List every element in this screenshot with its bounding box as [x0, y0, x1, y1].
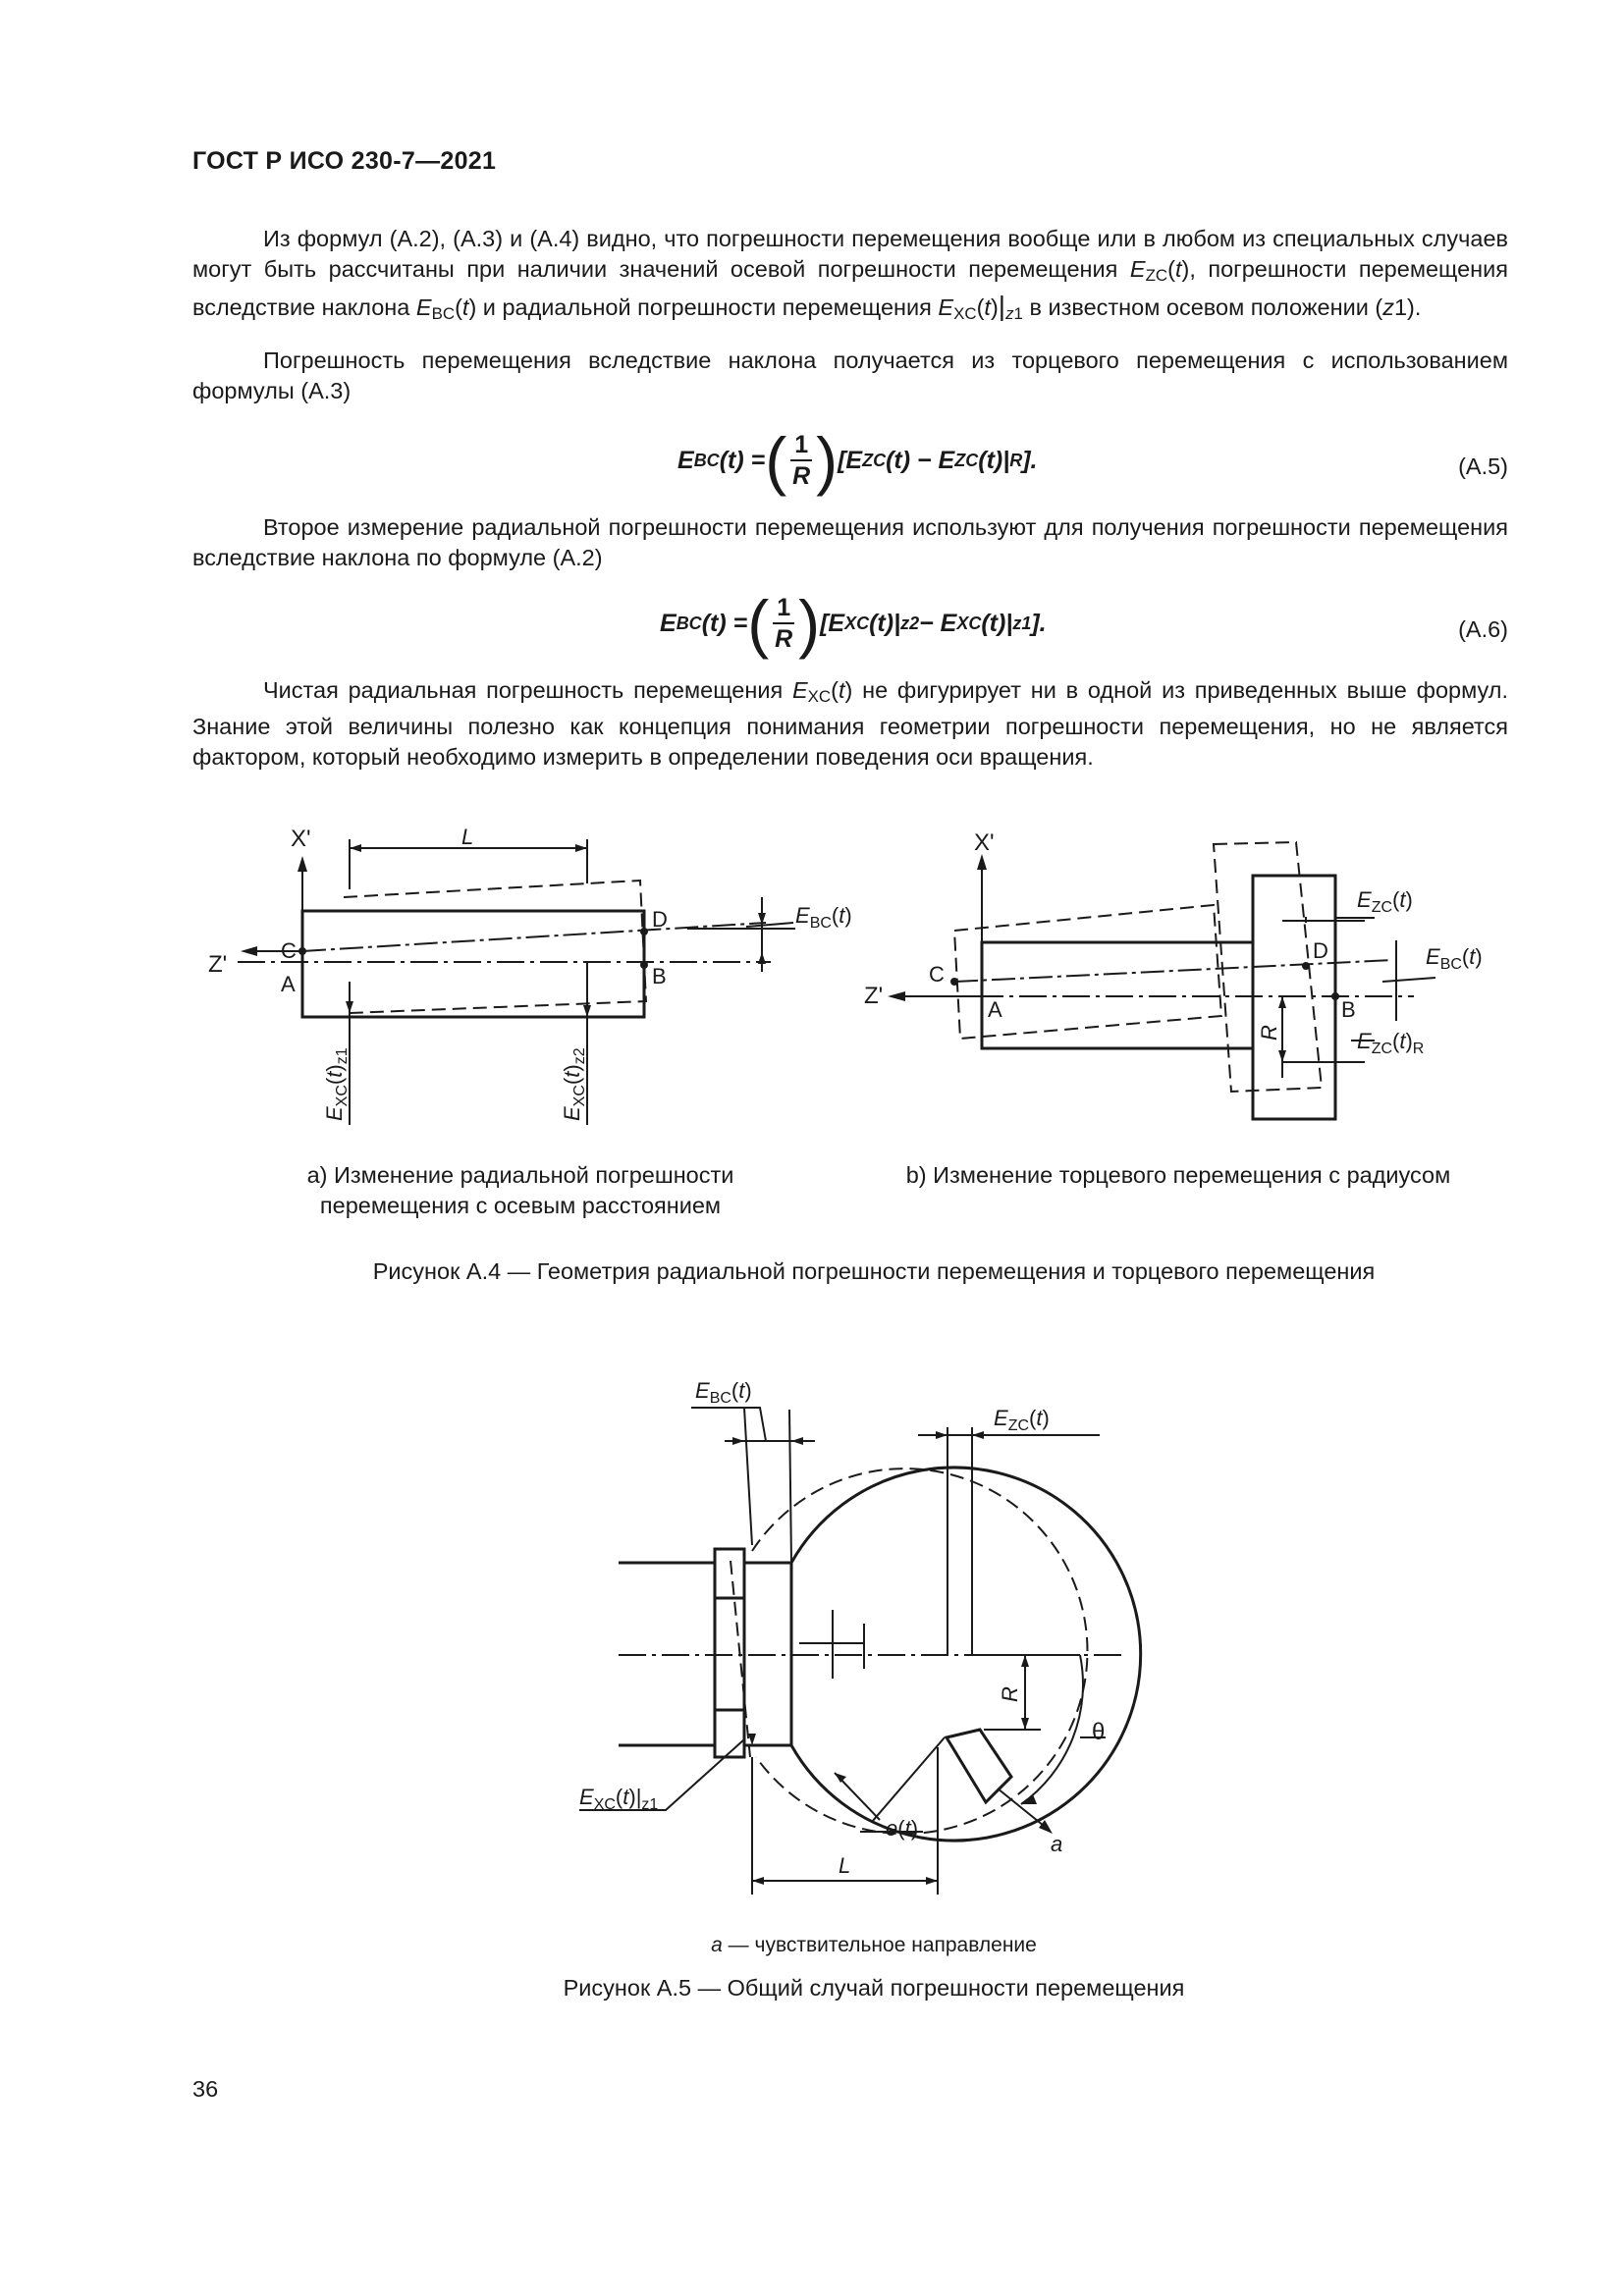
paragraph-1-text-a: Из формул (А.2), (А.3) и (А.4) видно, что погрешности перемещения вообще или в любом из специальных случаев могут быть рассчитаны при наличии значений осевой погрешности перемещения	[192, 226, 1508, 282]
paragraph-4-text-b: не фигурирует ни в одной из приведенных выше формул. Знание этой величины полезно как концепция понимания геометрии погрешности перемещения, но не является фактором, который необходимо измерить в определении поведения оси вращения.	[192, 677, 1508, 771]
label-r-b: R	[1257, 1025, 1281, 1041]
label-b-b: B	[1341, 997, 1356, 1022]
label-d-a: D	[652, 907, 668, 932]
label-exc-z1: $E_{XC}(t)_{z1}$	[322, 1047, 351, 1121]
figure-a5-caption: Рисунок А.5 — Общий случай погрешности перемещения	[563, 1975, 1185, 2001]
label-ezc-b: $E_{ZC}(t)$	[1357, 887, 1413, 916]
label-b-a: B	[652, 964, 667, 988]
label-ebc-a5: $E_{BC}(t)$	[695, 1378, 752, 1407]
label-exc-z2: $E_{XC}(t)_{z2}$	[560, 1047, 588, 1121]
formula-a6: E BC (t) = ( $\frac{1}{R}$ ) [E XC (t)| z2 − E XC (t)| z1 ].	[660, 587, 1047, 660]
paragraph-3	[192, 512, 1508, 573]
label-ebc-b: $E_{BC}(t)$	[1426, 944, 1483, 973]
legend-key: a	[711, 1934, 723, 1956]
formula-a5: E BC (t) = ( $\frac{1}{R}$ ) [E ZC (t) − E ZC (t)| R ].	[677, 424, 1038, 497]
label-theta-a5: θ	[1092, 1719, 1106, 1745]
figure-a5-drawing	[0, 1355, 1624, 1924]
label-a-a: A	[281, 972, 296, 996]
label-ezc-a5: $E_{ZC}(t)$	[994, 1406, 1050, 1434]
paragraph-2	[192, 346, 1508, 406]
paragraph-3-text: Второе измерение радиальной погрешности перемещения используют для получения погрешности перемещения вследствие наклона по формуле (А.2)	[192, 514, 1508, 570]
paragraph-1-text-b: , погрешности перемещения вследствие наклона	[192, 256, 1509, 321]
label-a-a5: a	[1051, 1832, 1063, 1856]
paragraph-1-text-c: и радиальной погрешности перемещения	[482, 294, 932, 321]
label-d-b: D	[1313, 938, 1328, 963]
label-l-a: L	[461, 825, 474, 849]
label-x-b: X'	[974, 829, 995, 856]
paragraph-4-text-a: Чистая радиальная погрешность перемещения	[263, 677, 784, 703]
label-a-b: A	[988, 997, 1002, 1022]
label-l-a5: L	[839, 1853, 851, 1878]
figure-a5-legend	[192, 1930, 1555, 1960]
figure-a4-caption: Рисунок А.4 — Геометрия радиальной погрешности перемещения и торцевого перемещения	[372, 1258, 1376, 1284]
equation-number-a6: (A.6)	[1458, 616, 1508, 642]
label-c-a: C	[281, 938, 297, 963]
document-header: ГОСТ Р ИСО 230-7—2021	[192, 147, 497, 175]
paragraph-2-text: Погрешность перемещения вследствие наклона получается из торцевого перемещения с использованием формулы (А.3)	[192, 347, 1508, 403]
label-c-b: C	[929, 962, 945, 987]
subcaption-a-line1: a) Изменение радиальной погрешности	[306, 1162, 734, 1188]
figure-a4-subcaption-b: b) Изменение торцевого перемещения с радиусом	[905, 1162, 1451, 1188]
shaft-a	[302, 911, 644, 1017]
subcaption-a-line2: перемещения с осевым расстоянием	[319, 1193, 722, 1218]
legend-text: — чувствительное направление	[728, 1934, 1037, 1956]
paragraph-1: Из формул (А.2), (А.3) и (А.4) видно, что погрешности перемещения вообще или в любом из специальных случаев могут быть рассчитаны при наличии значений осевой погрешности перемещения $E_{ZC}(t)$, погрешности перемещения вследствие наклона $E_{BC}(t)$ и радиальной погрешности перемещения $E_{XC}(t)|_{z1}$ в известном осевом положении (z1).	[192, 226, 1509, 324]
paragraph-1-text-f: 1).	[1393, 294, 1422, 321]
equation-number-a5: (A.5)	[1458, 454, 1508, 479]
paragraph-4: Чистая радиальная погрешность перемещения $E_{XC}(t)$ не фигурирует ни в одной из приведенных выше формул. Знание этой величины полезно как концепция понимания геометрии погрешности перемещения, но не является фактором, который необходимо измерить в определении поведения оси вращения.	[192, 677, 1508, 771]
paragraph-1-text-e: z	[1382, 294, 1394, 321]
label-x-a: X'	[291, 826, 311, 852]
label-z-b: Z'	[864, 983, 884, 1009]
deflected-ball-a5	[752, 1468, 1087, 1834]
label-exc-z1-a5: $E_{XC}(t)|_{z1}$	[579, 1785, 659, 1813]
paragraph-1-text-d: в известном осевом положении (	[1029, 294, 1383, 321]
figure-a4-subcaption-a	[295, 1160, 746, 1221]
label-ebc-a: $E_{BC}(t)$	[795, 903, 852, 932]
label-z-a: Z'	[208, 951, 228, 978]
label-et-a5: e(t)	[886, 1816, 919, 1841]
page-number: 36	[192, 2076, 219, 2102]
label-ezc-r-b: $E_{ZC}(t)_R$	[1357, 1029, 1425, 1057]
label-r-a5: R	[998, 1686, 1022, 1702]
